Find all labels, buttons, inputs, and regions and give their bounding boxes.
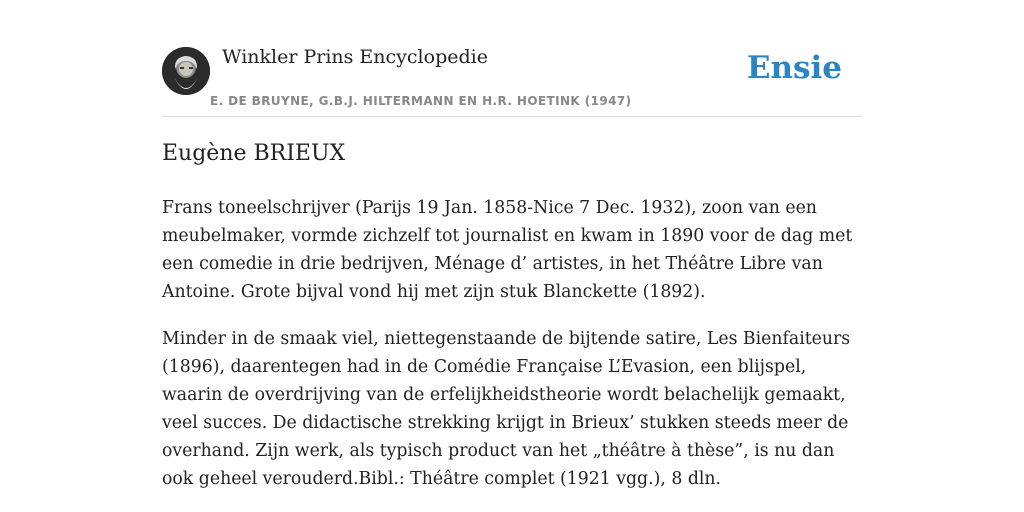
source-title[interactable]: Winkler Prins Encyclopedie [222,46,488,68]
article-body [162,194,867,512]
article-title: Eugène BRIEUX [162,141,346,166]
brand-logo-link[interactable]: Ensie [746,50,842,86]
authors-line: E. DE BRUYNE, G.B.J. HILTERMANN EN H.R. HOETINK (1947) [210,94,632,108]
article-paragraph: Frans toneelschrijver (Parijs 19 Jan. 1858-Nice 7 Dec. 1932), zoon van een meubelmaker, vormde zichzelf tot journalist en kwam in 1890 voor de dag met een comedie in drie bedrijven, Ménage d’ artistes, in het Théâtre Libre van Antoine. Grote bijval vond hij met zijn stuk Blanckette (1892). [162,198,853,302]
article-paragraph: Minder in de smaak viel, niettegenstaande de bijtende satire, Les Bienfaiteurs (1896), daarentegen had in de Comédie Française L’Evasion, een blijspel, waarin de overdrijving van de erfelijkheidstheorie wordt belachelijk gemaakt, veel succes. De didactische strekking krijgt in Brieux’ stukken steeds meer de overhand. Zijn werk, als typisch product van het „théâtre à thèse”, is nu dan ook geheel verouderd.Bibl.: Théâtre complet (1921 vgg.), 8 dln. [162,329,851,489]
avatar[interactable] [162,47,210,95]
author-portrait-icon [162,47,210,95]
source-header [162,44,862,117]
